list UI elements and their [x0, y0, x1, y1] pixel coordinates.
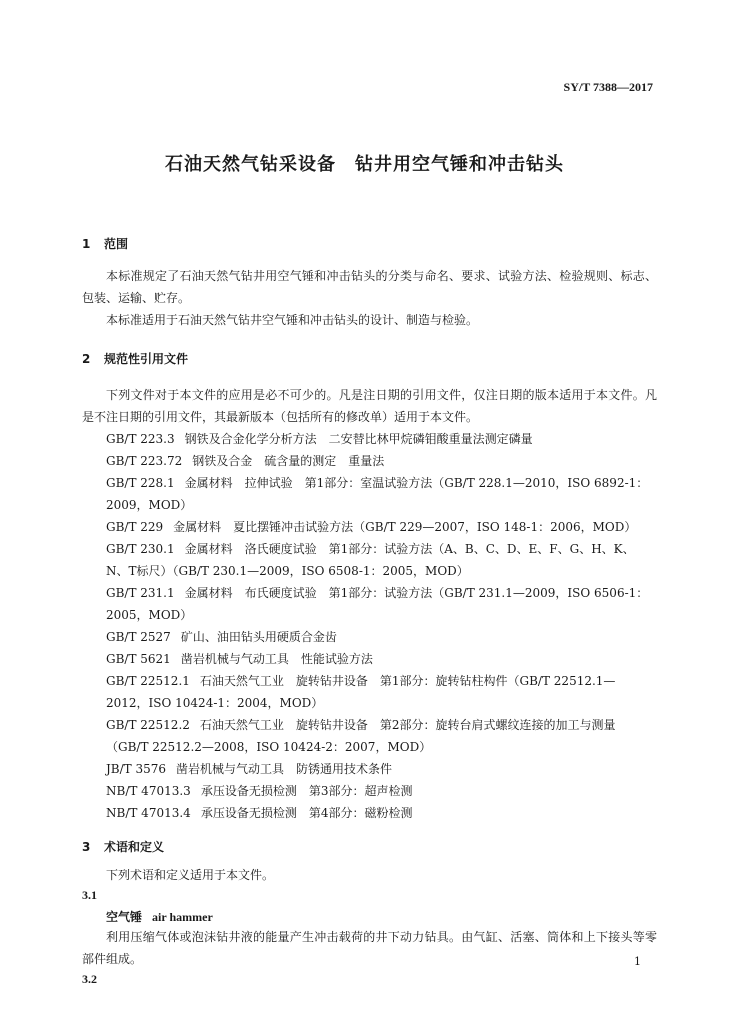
section-number: 1 [82, 237, 91, 251]
reference-code: NB/T 47013.3 [106, 784, 191, 798]
reference-code: JB/T 3576 [106, 762, 167, 776]
reference-title: 凿岩机械与气动工具 防锈通用技术条件 [176, 762, 393, 776]
reference-item [82, 626, 657, 648]
reference-item [82, 472, 657, 516]
reference-code: GB/T 22512.1 [106, 674, 190, 688]
section-number: 3 [82, 840, 91, 854]
reference-title: 石油天然气工业 旋转钻井设备 第1部分：旋转钻柱构件（GB/T 22512.1—2012，ISO 10424-1：2004，MOD） [106, 674, 616, 710]
term-name [106, 908, 213, 925]
reference-title: 承压设备无损检测 第3部分：超声检测 [200, 784, 413, 798]
section-title: 术语和定义 [104, 840, 165, 854]
term-definition: 利用压缩气体或泡沫钻井液的能量产生冲击载荷的井下动力钻具。由气缸、活塞、筒体和上下接头等零部件组成。 [82, 930, 657, 966]
reference-item [82, 758, 657, 780]
reference-title: 承压设备无损检测 第4部分：磁粉检测 [200, 806, 413, 820]
reference-code: GB/T 230.1 [106, 542, 175, 556]
term-number: 3.2 [82, 972, 97, 986]
reference-item [82, 648, 657, 670]
reference-title: 金属材料 布氏硬度试验 第1部分：试验方法（GB/T 231.1—2009，ISO 6506-1：2005，MOD） [106, 586, 649, 622]
reference-item [82, 428, 657, 450]
reference-code: GB/T 5621 [106, 652, 171, 666]
reference-title: 凿岩机械与气动工具 性能试验方法 [180, 652, 373, 666]
reference-item [82, 516, 657, 538]
standard-number: SY/T 7388—2017 [563, 80, 653, 94]
reference-item [82, 714, 657, 758]
section-heading-normative-references [82, 350, 188, 367]
reference-title: 矿山、油田钻头用硬质合金齿 [180, 630, 337, 644]
reference-code: NB/T 47013.4 [106, 806, 191, 820]
reference-code: GB/T 22512.2 [106, 718, 190, 732]
paragraph: 下列术语和定义适用于本文件。 [106, 868, 275, 882]
reference-title: 钢铁及合金化学分析方法 二安替比林甲烷磷钼酸重量法测定磷量 [184, 432, 533, 446]
reference-code: GB/T 223.72 [106, 454, 183, 468]
reference-title: 金属材料 拉伸试验 第1部分：室温试验方法（GB/T 228.1—2010，ISO 6892-1：2009，MOD） [106, 476, 649, 512]
section-title: 范围 [104, 237, 129, 251]
document-title: 石油天然气钻采设备 钻井用空气锤和冲击钻头 [165, 154, 564, 175]
reference-title: 金属材料 夏比摆锤冲击试验方法（GB/T 229—2007，ISO 148-1：2006，MOD） [173, 520, 637, 534]
reference-title: 石油天然气工业 旋转钻井设备 第2部分：旋转台肩式螺纹连接的加工与测量（GB/T 22512.2—2008，ISO 10424-2：2007，MOD） [106, 718, 616, 754]
reference-title: 金属材料 洛氏硬度试验 第1部分：试验方法（A、B、C、D、E、F、G、H、K、N、T标尺）（GB/T 230.1—2009，ISO 6508-1：2005，MOD） [106, 542, 635, 578]
term-name-zh: 空气锤 [106, 910, 143, 924]
paragraph: 下列文件对于本文件的应用是必不可少的。凡是注日期的引用文件，仅注日期的版本适用于本文件。凡是不注日期的引用文件，其最新版本（包括所有的修改单）适用于本文件。 [82, 388, 657, 424]
reference-item [82, 802, 657, 824]
paragraph: 本标准适用于石油天然气钻井空气锤和冲击钻头的设计、制造与检验。 [106, 313, 479, 327]
reference-item [82, 538, 657, 582]
reference-item [82, 582, 657, 626]
paragraph: 本标准规定了石油天然气钻井用空气锤和冲击钻头的分类与命名、要求、试验方法、检验规则、标志、包装、运输、贮存。 [82, 269, 657, 305]
term-name-en: air hammer [152, 910, 213, 924]
term-number: 3.1 [82, 888, 97, 902]
reference-code: GB/T 228.1 [106, 476, 175, 490]
reference-code: GB/T 2527 [106, 630, 171, 644]
reference-title: 钢铁及合金 硫含量的测定 重量法 [192, 454, 385, 468]
section-heading-scope [82, 235, 128, 252]
page-number: 1 [634, 955, 641, 968]
reference-item [82, 670, 657, 714]
reference-item [82, 780, 657, 802]
reference-code: GB/T 229 [106, 520, 164, 534]
reference-item [82, 450, 657, 472]
section-number: 2 [82, 352, 91, 366]
reference-code: GB/T 223.3 [106, 432, 175, 446]
reference-code: GB/T 231.1 [106, 586, 175, 600]
section-heading-terms-definitions [82, 838, 164, 855]
section-title: 规范性引用文件 [104, 352, 189, 366]
